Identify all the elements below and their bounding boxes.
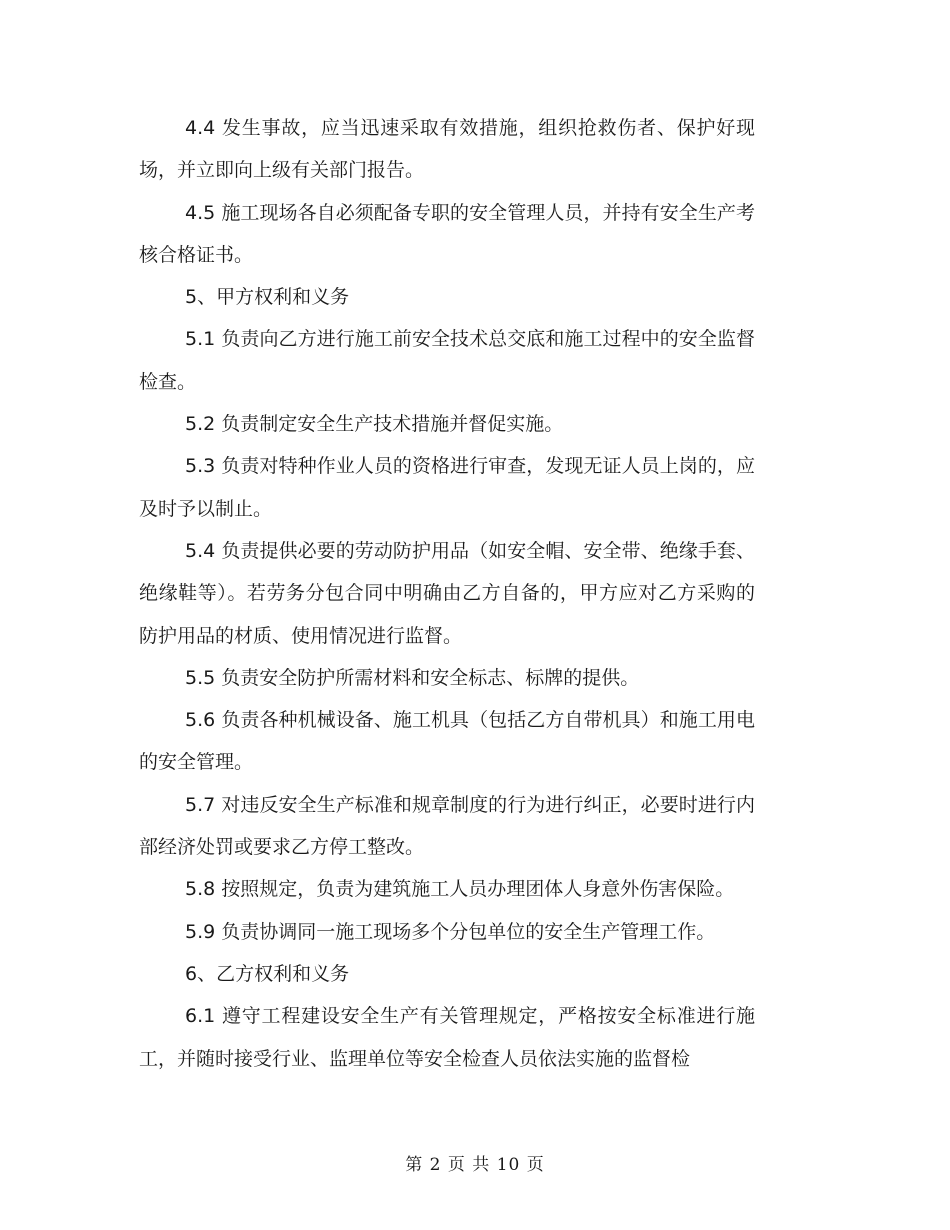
section-heading-5: 5、甲方权利和义务 (185, 286, 350, 309)
paragraph-5-9: 5.9 负责协调同一施工现场多个分包单位的安全生产管理工作。 (185, 920, 716, 943)
paragraph-5-4: 5.4 负责提供必要的劳动防护用品（如安全帽、安全带、绝缘手套、绝缘鞋等）。若劳务分包合同中明确由乙方自备的，甲方应对乙方采购的防护用品的材质、使用情况进行监督。 (139, 539, 755, 647)
paragraph-5-3: 5.3 负责对特种作业人员的资格进行审查，发现无证人员上岗的，应及时予以制止。 (139, 455, 755, 520)
paragraph-4-4: 4.4 发生事故，应当迅速采取有效措施，组织抢救伤者、保护好现场，并立即向上级有关部门报告。 (139, 117, 755, 182)
paragraph-5-5: 5.5 负责安全防护所需材料和安全标志、标牌的提供。 (185, 666, 640, 689)
paragraph-6-1: 6.1 遵守工程建设安全生产有关管理规定，严格按安全标准进行施工，并随时接受行业、监理单位等安全检查人员依法实施的监督检 (139, 1005, 755, 1070)
paragraph-5-6: 5.6 负责各种机械设备、施工机具（包括乙方自带机具）和施工用电的安全管理。 (139, 709, 755, 774)
paragraph-4-5: 4.5 施工现场各自必须配备专职的安全管理人员，并持有安全生产考核合格证书。 (139, 201, 755, 266)
page-number-footer: 第 2 页 共 10 页 (405, 1155, 545, 1175)
paragraph-5-2: 5.2 负责制定安全生产技术措施并督促实施。 (185, 413, 564, 436)
document-body (139, 107, 755, 1080)
paragraph-5-8: 5.8 按照规定，负责为建筑施工人员办理团体人身意外伤害保险。 (185, 878, 735, 901)
paragraph-5-1: 5.1 负责向乙方进行施工前安全技术总交底和施工过程中的安全监督检查。 (139, 328, 755, 393)
section-heading-6: 6、乙方权利和义务 (185, 962, 350, 985)
paragraph-5-7: 5.7 对违反安全生产标准和规章制度的行为进行纠正，必要时进行内部经济处罚或要求乙方停工整改。 (139, 793, 755, 859)
